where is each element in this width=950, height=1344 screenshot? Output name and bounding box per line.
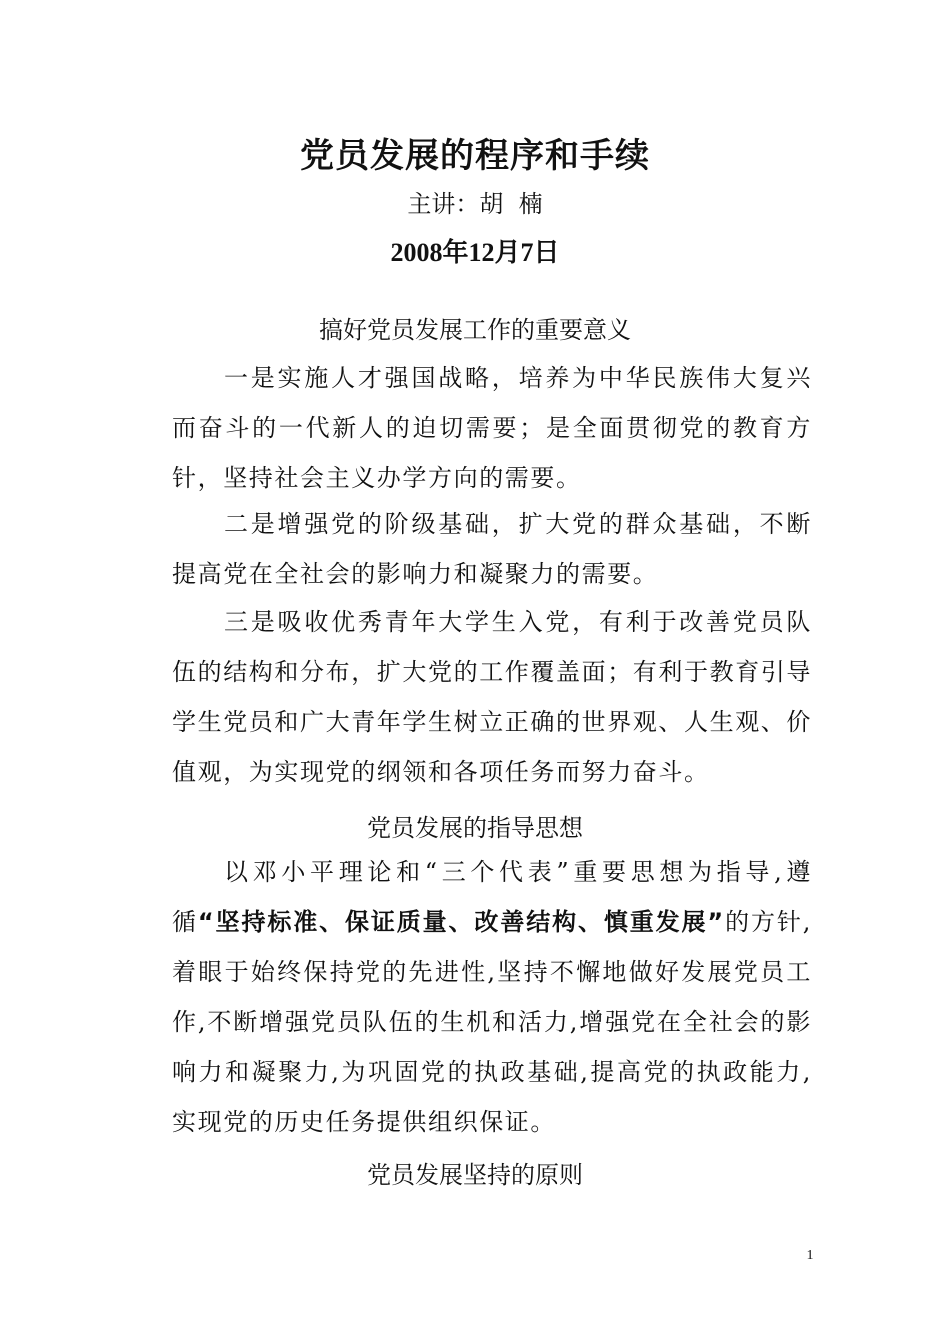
document-title: 党员发展的程序和手续	[300, 136, 650, 176]
guiding-text-intro: 以邓小平理论和“三个代表”重要思想为指导,遵循	[172, 858, 812, 936]
paragraph-guiding-ideology	[172, 847, 812, 1147]
guiding-text-body: 的方针,着眼于始终保持党的先进性,坚持不懈地做好发展党员工作,不断增强党员队伍的生机和活力,增强党在全社会的影响力和凝聚力,为巩固党的执政基础,提高党的执政能力,实现党的历史任务提供组织保证。	[172, 908, 812, 1136]
section-heading-principles: 党员发展坚持的原则	[367, 1161, 583, 1189]
section-heading-significance: 搞好党员发展工作的重要意义	[319, 316, 631, 344]
paragraph-significance-1: 一是实施人才强国战略，培养为中华民族伟大复兴而奋斗的一代新人的迫切需要；是全面贯彻党的教育方针，坚持社会主义办学方向的需要。	[172, 364, 812, 492]
page-number: 1	[806, 1248, 814, 1263]
paragraph-significance-2: 二是增强党的阶级基础，扩大党的群众基础，不断提高党在全社会的影响力和凝聚力的需要。	[172, 510, 812, 588]
lecturer-line: 主讲：胡 楠	[407, 190, 543, 218]
section-heading-guiding-ideology: 党员发展的指导思想	[367, 814, 583, 842]
paragraph-significance-3: 三是吸收优秀青年大学生入党，有利于改善党员队伍的结构和分布，扩大党的工作覆盖面；有利于教育引导学生党员和广大青年学生树立正确的世界观、人生观、价值观，为实现党的纲领和各项任务而努力奋斗。	[172, 608, 812, 786]
guiding-policy-bold: “坚持标准、保证质量、改善结构、慎重发展”	[197, 908, 725, 936]
document-date: 2008年12月7日	[390, 238, 560, 267]
